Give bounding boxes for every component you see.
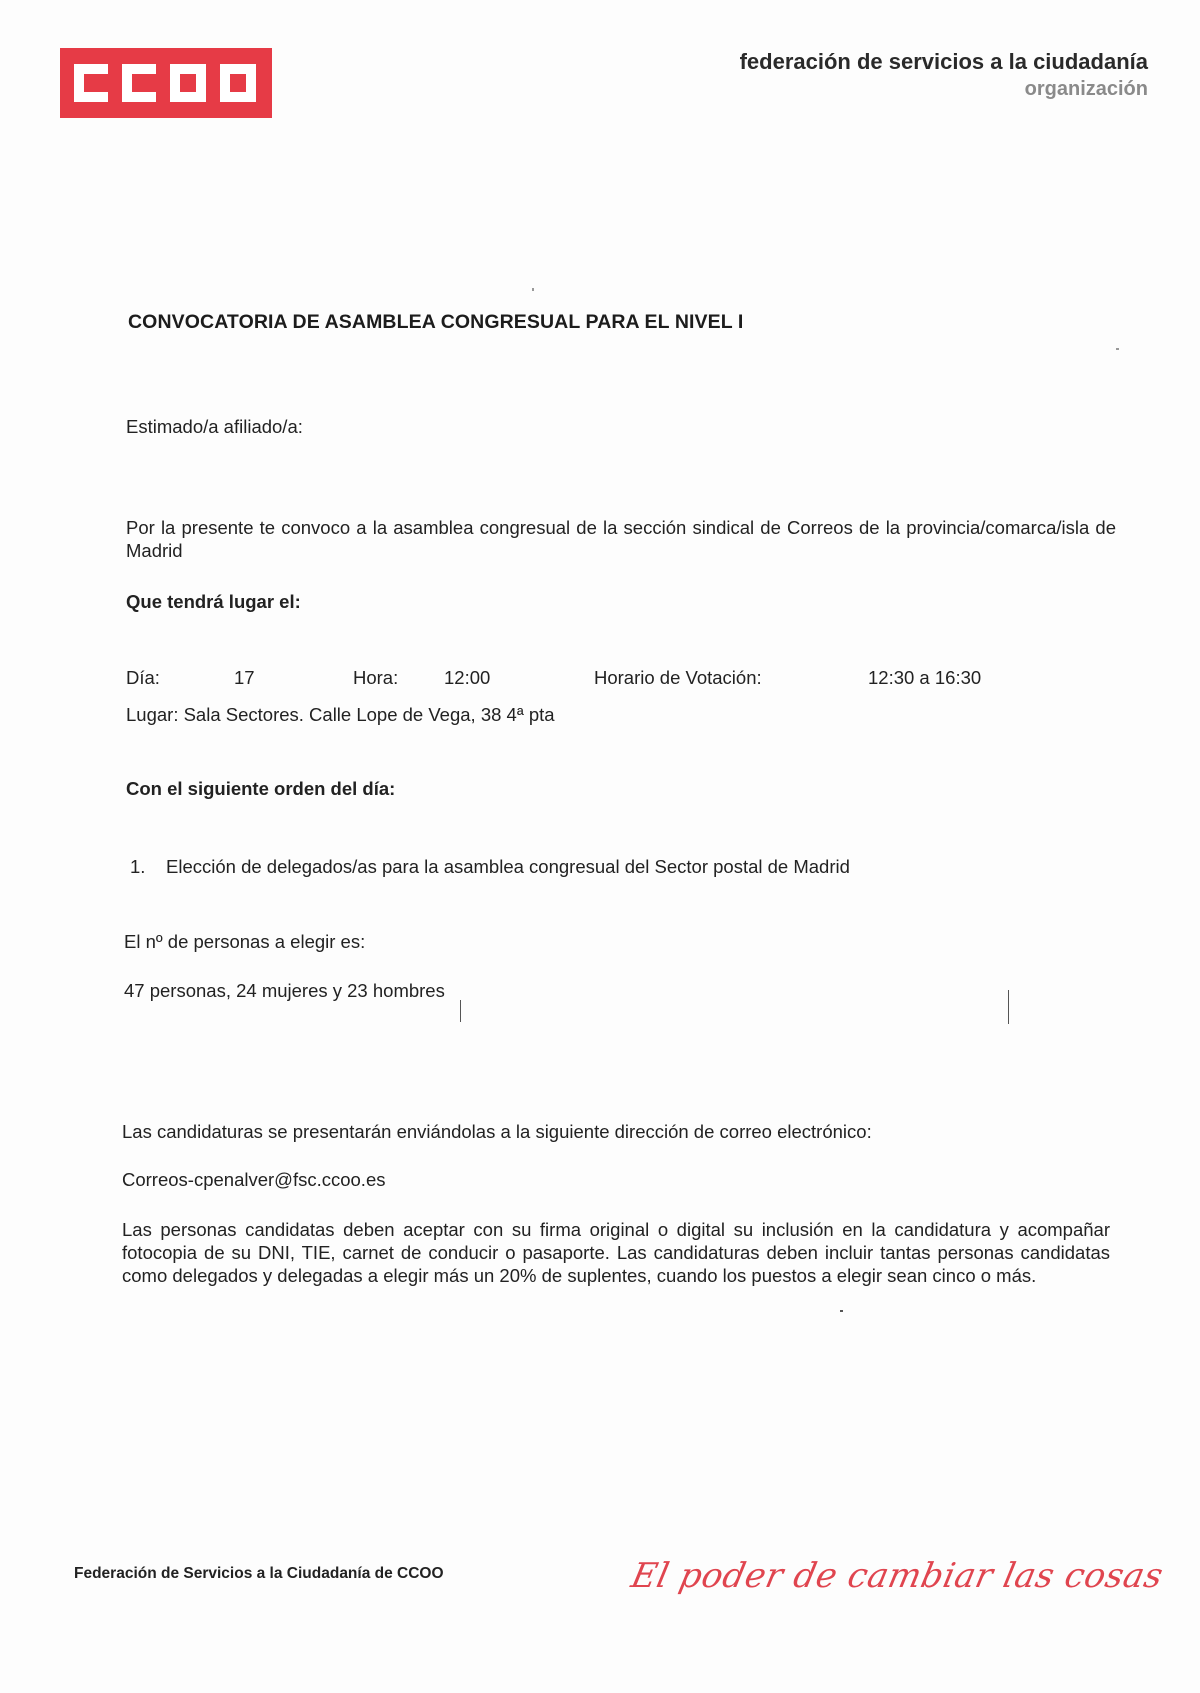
agenda-item-number: 1. (130, 856, 146, 877)
ccoo-logo (60, 48, 272, 118)
contact-email: Correos-cpenalver@fsc.ccoo.es (122, 1169, 386, 1190)
hour-value: 12:00 (444, 667, 491, 688)
agenda-item-text: Elección de delegados/as para la asamblea congresual del Sector postal de Madrid (166, 856, 850, 877)
org-name: federación de servicios a la ciudadanía (739, 49, 1148, 74)
organization-header (740, 48, 1148, 102)
greeting: Estimado/a afiliado/a: (126, 416, 303, 437)
when-heading: Que tendrá lugar el: (126, 591, 301, 612)
scan-mark (840, 1310, 843, 1312)
requirements-paragraph: Las personas candidatas deben aceptar con su firma original o digital su inclusión en la candidatura y acompañar fotocopia de su DNI, TIE, carnet de conducir o pasaporte. Las candidaturas deben incluir tantas personas candidatas como delegados y delegadas a elegir más un 20% de suplentes, cuando los puestos a elegir sean cinco o más. (122, 1219, 1110, 1286)
footer-slogan: El poder de cambiar las cosas (627, 1556, 1167, 1596)
scan-mark (532, 288, 534, 291)
day-value: 17 (234, 667, 255, 688)
scan-mark (460, 1000, 461, 1022)
count-heading: El nº de personas a elegir es: (124, 931, 366, 952)
agenda-item (130, 856, 850, 878)
voting-value: 12:30 a 16:30 (868, 667, 982, 688)
meeting-place: Lugar: Sala Sectores. Calle Lope de Vega, 38 4ª pta (126, 704, 555, 725)
footer-federation: Federación de Servicios a la Ciudadanía de CCOO (74, 1565, 444, 1582)
intro-paragraph: Por la presente te convoco a la asamblea congresual de la sección sindical de Correos de la provincia/comarca/isla de Madrid (126, 517, 1116, 561)
scan-mark (1008, 990, 1009, 1024)
scan-mark (1116, 348, 1119, 350)
hour-label: Hora: (353, 667, 399, 688)
org-subtitle: organización (1024, 78, 1148, 100)
voting-label: Horario de Votación: (594, 667, 762, 688)
candidatures-intro: Las candidaturas se presentarán enviándolas a la siguiente dirección de correo electrónico: (122, 1121, 872, 1142)
day-label: Día: (126, 667, 160, 688)
document-title: CONVOCATORIA DE ASAMBLEA CONGRESUAL PARA EL NIVEL I (128, 311, 744, 333)
count-value: 47 personas, 24 mujeres y 23 hombres (124, 980, 445, 1001)
agenda-heading: Con el siguiente orden del día: (126, 778, 396, 799)
